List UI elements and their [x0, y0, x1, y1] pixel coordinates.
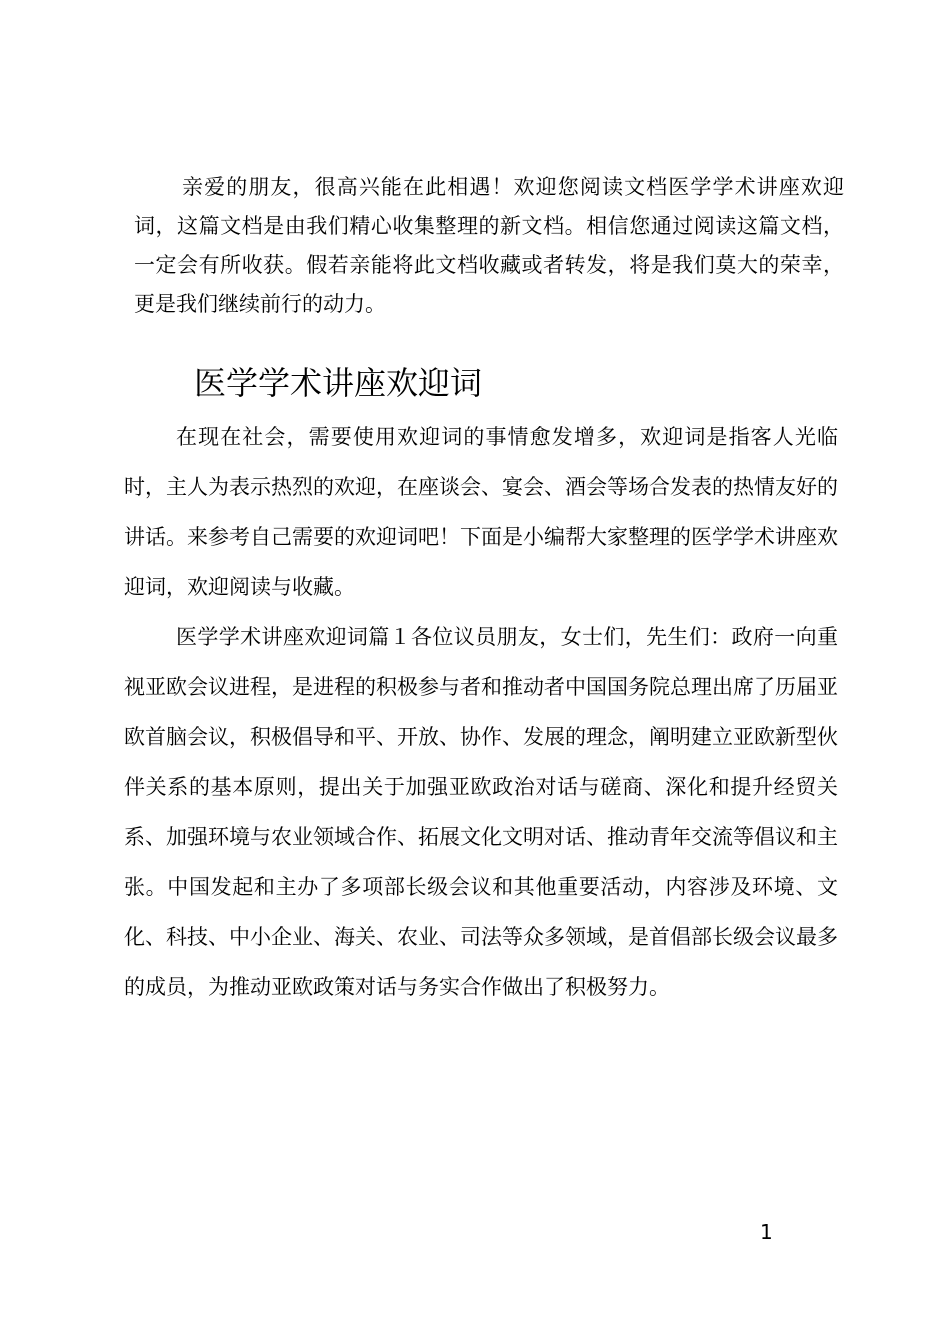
body-paragraph-2: 医学学术讲座欢迎词篇１各位议员朋友，女士们，先生们：政府一向重视亚欧会议进程，是进程的积极参与者和推动者中国国务院总理出席了历届亚欧首脑会议，积极倡导和平、开放、协作、发展的理念，阐明建立亚欧新型伙伴关系的基本原则，提出关于加强亚欧政治对话与磋商、深化和提升经贸关系、加强环境与农业领域合作、拓展文化文明对话、推动青年交流等倡议和主张。中国发起和主办了多项部长级会议和其他重要活动，内容涉及环境、文化、科技、中小企业、海关、农业、司法等众多领域，是首倡部长级会议最多的成员，为推动亚欧政策对话与务实合作做出了积极努力。 [124, 625, 838, 999]
intro-paragraph: 亲爱的朋友，很高兴能在此相遇！欢迎您阅读文档医学学术讲座欢迎词，这篇文档是由我们精心收集整理的新文档。相信您通过阅读这篇文档，一定会有所收获。假若亲能将此文档收藏或者转发，将是我们莫大的荣幸，更是我们继续前行的动力。 [134, 175, 844, 316]
body-paragraph-1: 在现在社会，需要使用欢迎词的事情愈发增多，欢迎词是指客人光临时，主人为表示热烈的欢迎，在座谈会、宴会、酒会等场合发表的热情友好的讲话。来参考自己需要的欢迎词吧！下面是小编帮大家整理的医学学术讲座欢迎词，欢迎阅读与收藏。 [124, 425, 838, 599]
page-number: 1 [760, 1220, 773, 1244]
document-title: 医学学术讲座欢迎词 [194, 364, 483, 402]
